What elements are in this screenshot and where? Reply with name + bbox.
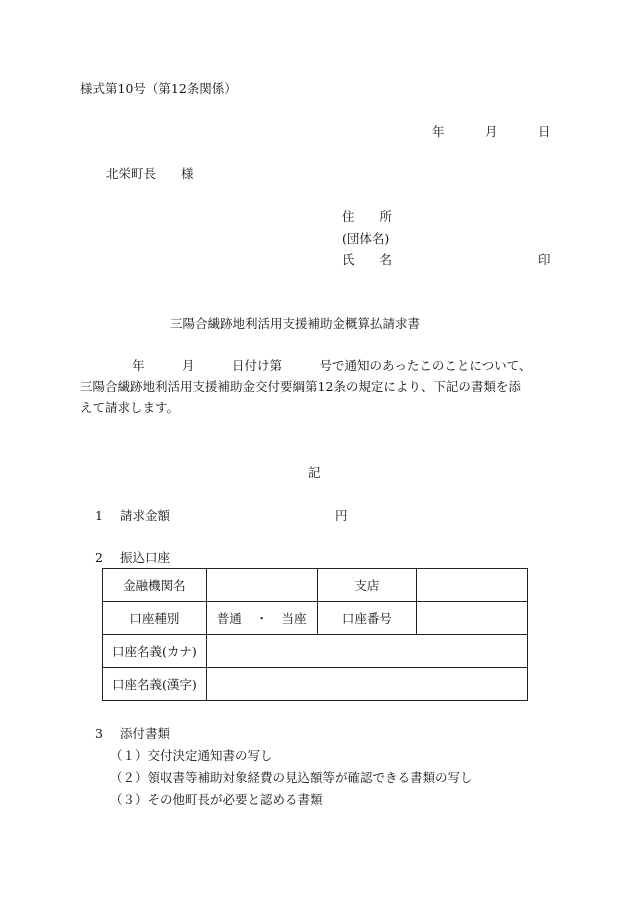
- account-type-separator: ・: [255, 611, 268, 626]
- paragraph-line-2: 三陽合繊跡地利活用支援補助金交付要綱第12条の規定により、下記の書類を添: [80, 379, 521, 394]
- date-day-label: 日: [538, 124, 551, 139]
- item-3-label: 添付書類: [120, 726, 171, 741]
- bank-account-table: [102, 568, 528, 701]
- group-name-label: (団体名): [342, 231, 390, 246]
- attachment-item-2: （２）領収書等補助対象経費の見込額等が確認できる書類の写し: [110, 770, 473, 785]
- paragraph-line-3: えて請求します。: [80, 400, 180, 415]
- account-type-label: 口座種別: [103, 602, 207, 635]
- item-2-label: 振込口座: [120, 550, 171, 565]
- document-title: 三陽合繊跡地利活用支援補助金概算払請求書: [170, 316, 421, 331]
- account-number-field[interactable]: [417, 602, 528, 635]
- addressee: 北栄町長 様: [106, 166, 194, 181]
- branch-label: 支店: [317, 569, 417, 602]
- attachment-item-1: （１）交付決定通知書の写し: [110, 748, 273, 763]
- item-1-label: 請求金額: [120, 508, 171, 523]
- account-type-ordinary[interactable]: 普通: [216, 611, 242, 626]
- name-label: 氏 名: [342, 252, 393, 267]
- holder-kana-field[interactable]: [206, 635, 527, 668]
- request-paragraph: [80, 355, 550, 418]
- holder-kanji-label: 口座名義(漢字): [103, 668, 207, 701]
- table-row: [103, 668, 528, 701]
- holder-kana-label: 口座名義(カナ): [103, 635, 207, 668]
- seal-mark: 印: [538, 252, 551, 267]
- account-type-current[interactable]: 当座: [281, 611, 307, 626]
- bank-name-field[interactable]: [206, 569, 317, 602]
- date-year-label: 年: [432, 124, 445, 139]
- bank-name-label: 金融機関名: [103, 569, 207, 602]
- item-2-number: 2: [95, 550, 103, 565]
- ki-heading: 記: [308, 465, 321, 480]
- branch-field[interactable]: [417, 569, 528, 602]
- date-month-label: 月: [485, 124, 498, 139]
- table-row: [103, 602, 528, 635]
- item-1-number: 1: [95, 508, 103, 523]
- attachment-item-3: （３）その他町長が必要と認める書類: [110, 792, 323, 807]
- address-label: 住 所: [342, 209, 393, 224]
- paragraph-line-1: 年 月 日付け第 号で通知のあったこのことについて、: [132, 358, 532, 373]
- item-3-number: 3: [95, 726, 103, 741]
- table-row: [103, 635, 528, 668]
- account-number-label: 口座番号: [317, 602, 417, 635]
- form-number: 様式第10号（第12条関係）: [80, 81, 237, 96]
- amount-unit: 円: [335, 508, 348, 523]
- holder-kanji-field[interactable]: [206, 668, 527, 701]
- table-row: [103, 569, 528, 602]
- account-type-field[interactable]: [206, 602, 317, 635]
